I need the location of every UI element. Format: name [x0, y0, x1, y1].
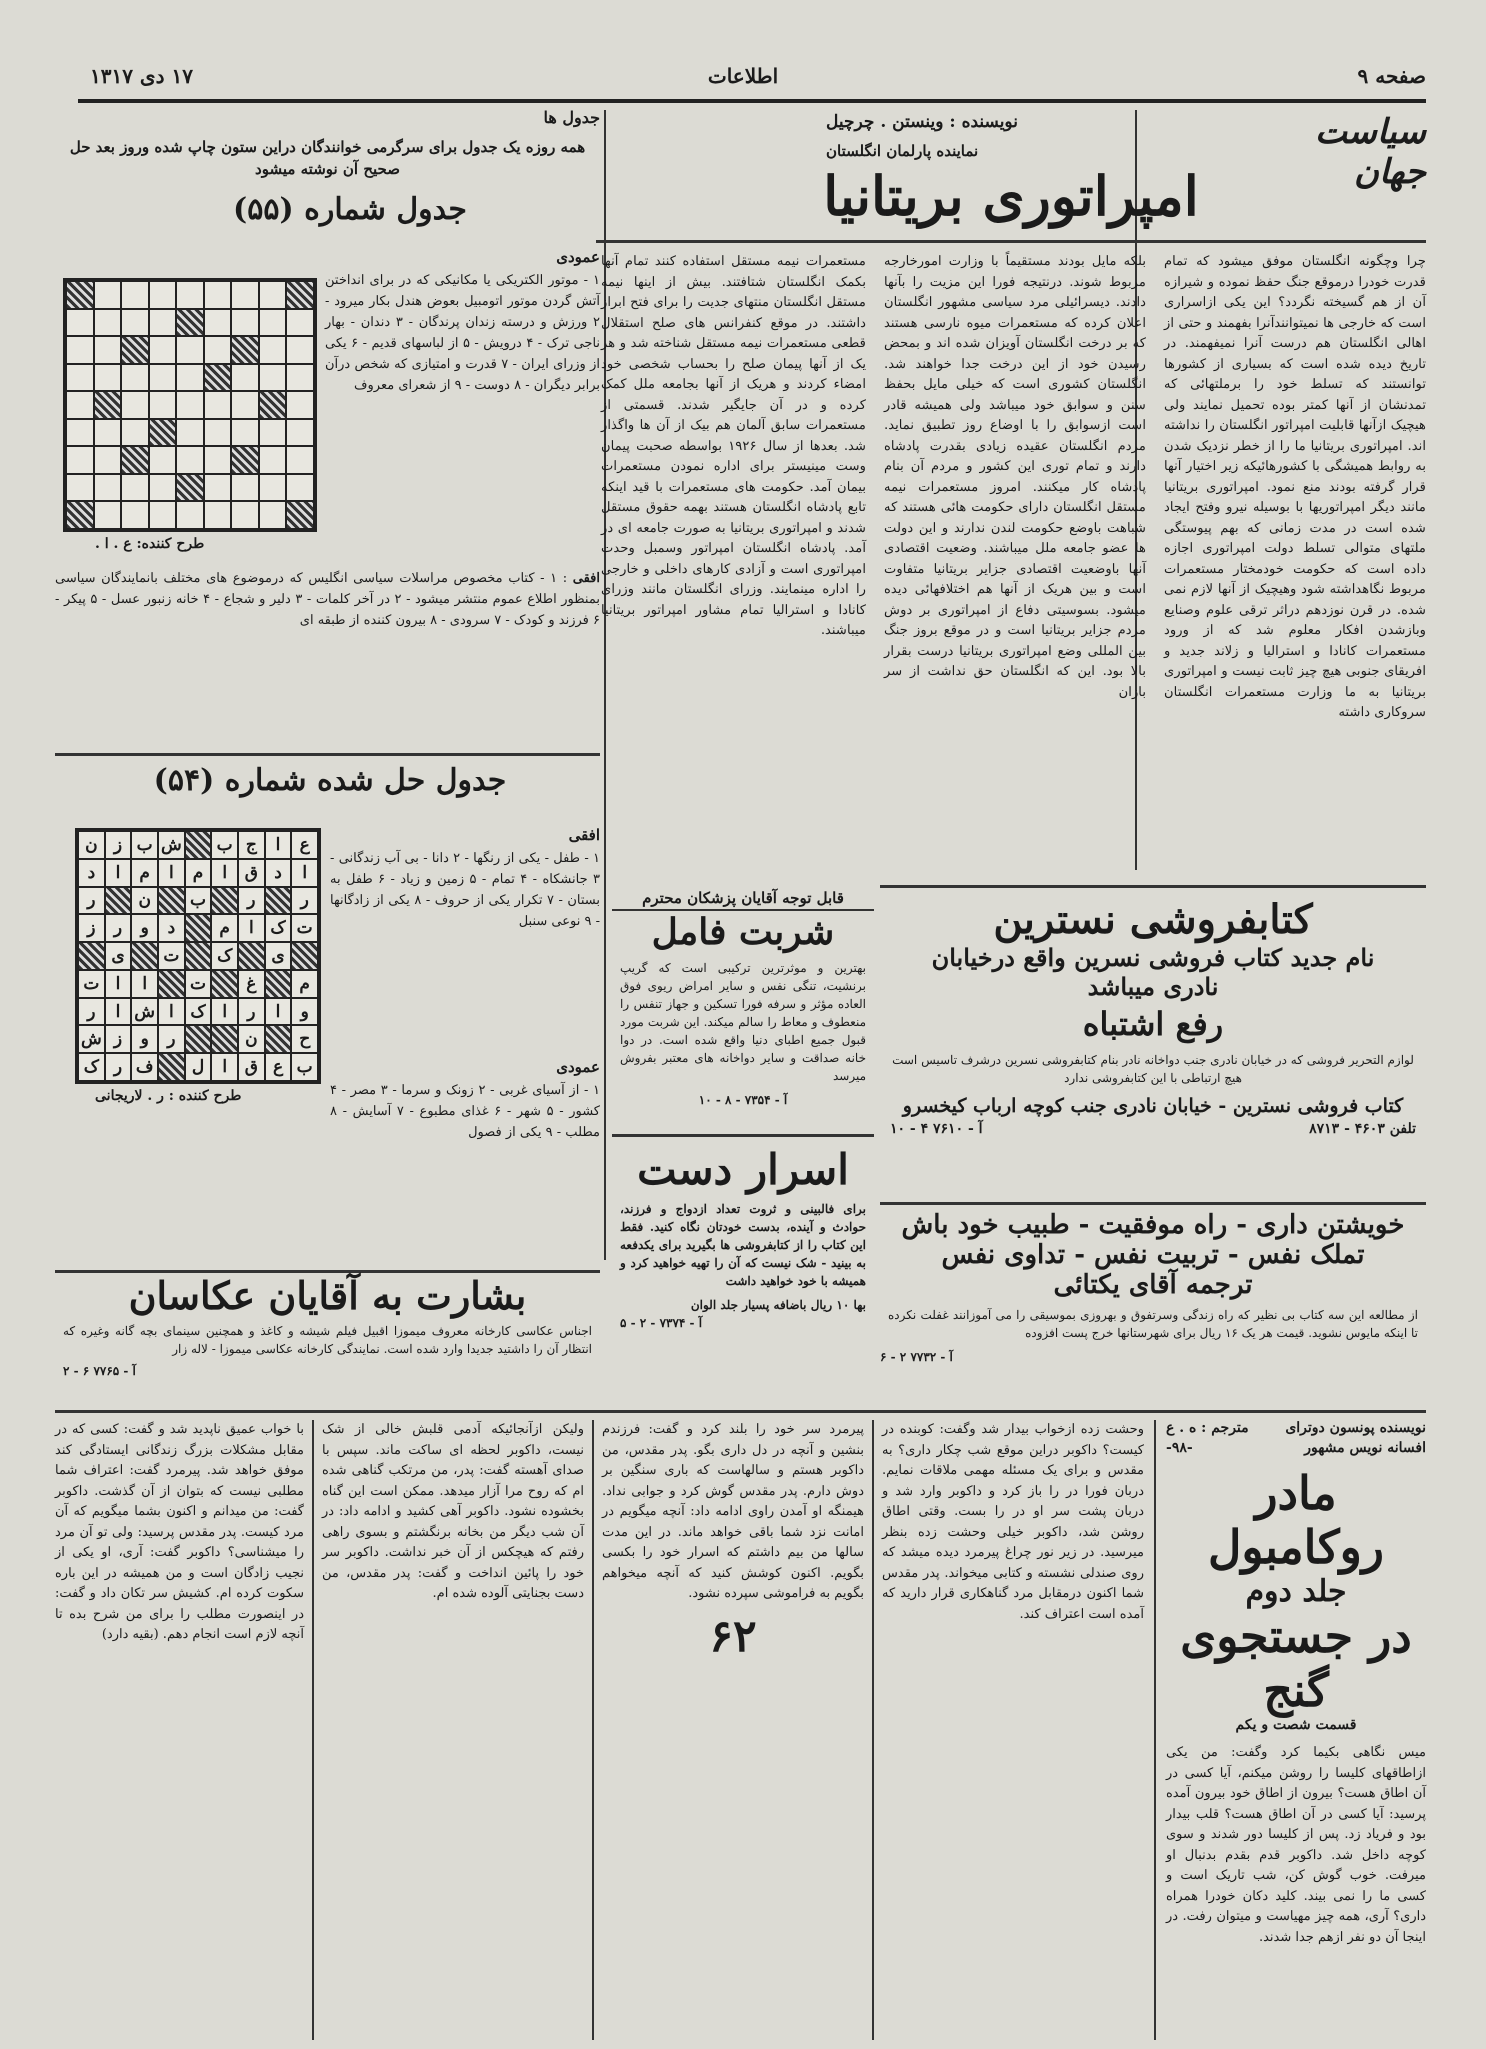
photo-ad [55, 1270, 600, 1405]
puzzle-cell [204, 364, 232, 392]
puzzle-cell[interactable] [176, 281, 204, 309]
puzzle-cell[interactable] [259, 309, 287, 337]
issue-date: ۱۷ دی ۱۳۱۷ [90, 64, 193, 88]
puzzle-cell[interactable] [149, 309, 177, 337]
puzzle-section-title: جدول ها [543, 108, 600, 127]
puzzle-cell[interactable] [259, 336, 287, 364]
solution-cell [265, 887, 292, 915]
solution-cell: ا [105, 970, 132, 998]
puzzle-cell[interactable] [176, 391, 204, 419]
newspaper-name: اطلاعات [707, 64, 779, 88]
novel-column: وحشت زده ازخواب بیدار شد وگفت: کوبنده در کیست؟ داکوبر دراین موقع شب چکار داری؟ به مقدس و برای یک مسئله مهمی ملاقات نمایم. دربان فورا در را باز کرد و داکوبر وارد شد و دربان پشت سر او در را بست. وقتی اطاق روشن شد، داکوبر خیلی وحشت زده بنظر میرسید. در زیر نور چراغ پیرمرد دیده میشد که روی صندلی نشسته و کتابی میخواند. پدر مقدس شما اکنون درمقابل مرد گناهکاری قرار دارید که آمده است اعتراف کند. [882, 1422, 1144, 1622]
puzzle54-down-title: عمودی [556, 1058, 600, 1076]
secrets-ad [612, 1145, 874, 1400]
puzzle-cell[interactable] [286, 474, 314, 502]
selfcare-title2: تملک نفس - تربیت نفس - تداوی نفس [941, 1240, 1365, 1270]
puzzle-cell[interactable] [121, 474, 149, 502]
puzzle-cell[interactable] [204, 281, 232, 309]
article-column: چرا وچگونه انگلستان موفق میشود که تمام قدرت خودرا درموقع جنگ حفظ نموده و شیرازه آن از هم گسیخته نگردد؟ این یکی ازاسراری است که خارجی ها نمیتوانندآنرا بفهمند و حتی از اهالی انگلستان هم درست آنرا نمیفهمند. در تاریخ دیده شده است که بسیاری از کشورها توانستند که تسلط خود را برملتهائی که تمدنشان از آنها کمتر بوده تحمیل نمایند ولی هیچیک ازآنها قابلیت امپراتور انگلستان را نداشته اند. امپراتوری بریتانیا ما را از خطر نزدیک شدن به روابط همیشگی با کشورهائیکه زیر اختیار آنها قرار گرفته بودند منع نمود. امپراتوری بریتانیا مانند دیگر امپراتوریها با بوسیله نیرو وفتح ایجاد شده است در مدت زمانی که بهم پیوستگی ملتهای متوالی تسلط دولت امپراتوری اجازه داده است که حکومت خودمختار مستعمرات مربوط نگاهداشته شود وهیچیک از آنها لازم نمی شده. در قرن نوزدهم دراثر ترقی علوم وصنایع وبازشدن افکار معلوم شد که از ورود مستعمرات کانادا و استرالیا و زلاند جدید و افریقای جنوبی هیچ چیز ثابت نیست و امپراتوری بریتانیا به ما وزارت مستعمرات انگلستان سروکاری داشته [1164, 254, 1426, 720]
solution-cell [185, 942, 212, 970]
puzzle-cell[interactable] [149, 281, 177, 309]
puzzle55-down-clues: ۱ - موتور الکتریکی یا مکانیکی که در برای انداختن آتش گردن موتور اتومبیل بعوض هندل بکار میرود - ۲ ورزش و درسته زندان پرندگان - ۳ دندان - بهار ناجی ترک - ۴ درویش - ۵ از لباسهای قدیم - ۶ یکی از وزرای ایران - ۷ قدرت و امتیازی که شخص درآن برابر دیگران - ۸ دوست - ۹ از شعرای معروف [325, 273, 601, 393]
puzzle-cell[interactable] [176, 446, 204, 474]
bookstore-body: لوازم التحریر فروشی که در خیابان نادری جنب دواخانه نادر بنام کتابفروشی نسرین درشرف تاسیس است هیچ ارتباطی با این کتابفروشی ندارد [892, 1053, 1414, 1085]
solution-cell [238, 942, 265, 970]
novel-header [1166, 1420, 1426, 2040]
solution-cell: ا [211, 859, 238, 887]
puzzle-cell[interactable] [94, 501, 122, 529]
solution-cell: ع [265, 1053, 292, 1081]
solution-cell: ش [158, 831, 185, 859]
puzzle-cell[interactable] [204, 309, 232, 337]
page-number: صفحه ۹ [1357, 64, 1426, 88]
puzzle-cell[interactable] [231, 391, 259, 419]
solution-cell: ع [291, 831, 318, 859]
solution-cell: ر [238, 998, 265, 1026]
puzzle-cell[interactable] [149, 391, 177, 419]
bookstore-ad [880, 885, 1426, 1205]
solution-cell: ا [105, 859, 132, 887]
puzzle-cell[interactable] [204, 446, 232, 474]
photo-code: آ - ۷۷۶۵ ۶ - ۲ [63, 1364, 136, 1378]
puzzle-cell[interactable] [149, 501, 177, 529]
puzzle-cell [176, 309, 204, 337]
selfcare-body: از مطالعه این سه کتاب بی نظیر که راه زندگی وسرتفوق و بهروزی بموسیقی را می آموزانند غفلت نکرده تا اینکه مایوس نشوید. قیمت هر یک ۱۶ ریال برای شهرستانها خرج پست افزوده [888, 1308, 1418, 1340]
solution-cell: ش [131, 998, 158, 1026]
puzzle-cell [259, 391, 287, 419]
selfcare-ad [880, 1210, 1426, 1405]
solution-cell [158, 1053, 185, 1081]
puzzle54-title: جدول حل شده شماره (۵۴) [153, 763, 507, 798]
solution-cell: ک [211, 942, 238, 970]
solution-cell: ر [78, 998, 105, 1026]
solution-cell [131, 942, 158, 970]
puzzle-cell[interactable] [259, 501, 287, 529]
puzzle-cell[interactable] [149, 474, 177, 502]
puzzle-cell[interactable] [66, 309, 94, 337]
puzzle-section [55, 108, 600, 1268]
puzzle-cell [66, 281, 94, 309]
secrets-code: آ - ۷۳۷۴ - ۲ - ۵ [620, 1316, 703, 1330]
puzzle-cell[interactable] [231, 501, 259, 529]
novel-series: افسانه نویس مشهور [1304, 1440, 1426, 1456]
puzzle-cell [231, 446, 259, 474]
solution-cell [158, 887, 185, 915]
solution-cell: ک [78, 1053, 105, 1081]
solution-cell: ت [158, 942, 185, 970]
puzzle-cell[interactable] [94, 309, 122, 337]
solution-cell: ش [78, 1025, 105, 1053]
solution-cell: ر [78, 887, 105, 915]
solution-cell: ا [238, 914, 265, 942]
puzzle-cell[interactable] [204, 474, 232, 502]
solution-cell: ر [158, 1025, 185, 1053]
puzzle55-title: جدول شماره (۵۵) [233, 192, 467, 227]
solution-cell [158, 970, 185, 998]
puzzle-cell[interactable] [231, 281, 259, 309]
puzzle-cell[interactable] [121, 309, 149, 337]
bookstore-line2: نادری میباشد [1087, 972, 1219, 1001]
solution-cell: ا [211, 1053, 238, 1081]
solution-cell: ا [291, 859, 318, 887]
section-heading: سیاست جهان [1315, 112, 1426, 192]
bookstore-phone: تلفن ۴۶۰۳ - ۸۷۱۳ [1309, 1121, 1416, 1137]
puzzle-cell [231, 336, 259, 364]
puzzle-cell[interactable] [204, 391, 232, 419]
novel-subtitle: در جستجوی گنج [1180, 1609, 1412, 1717]
selfcare-title1: خویشتن داری - راه موفقیت - طبیب خود باش [901, 1210, 1405, 1240]
solution-cell: ا [158, 859, 185, 887]
novel-title: مادر روکامبول [1207, 1466, 1385, 1574]
article-title: امپراتوری بریتانیا [823, 164, 1199, 228]
novel-column-wrap [602, 1420, 864, 1662]
puzzle-cell[interactable] [231, 309, 259, 337]
puzzle-cell[interactable] [204, 419, 232, 447]
puzzle-divider [55, 753, 600, 756]
puzzle-cell[interactable] [259, 364, 287, 392]
solution-cell: ی [265, 942, 292, 970]
puzzle-cell[interactable] [149, 364, 177, 392]
puzzle54-down-clues: ۱ - از آسیای غربی - ۲ زونک و سرما - ۳ مصر - ۴ کشور - ۵ شهر - ۶ غذای مطبوع - ۷ آسایش - ۸ مطلب - ۹ یکی از فصول [330, 1083, 601, 1140]
solution-cell: م [131, 859, 158, 887]
solution-cell: ز [105, 831, 132, 859]
solution-cell: ا [105, 998, 132, 1026]
column-divider [1154, 1420, 1156, 2040]
solution-cell: ا [265, 831, 292, 859]
solution-cell: ت [291, 914, 318, 942]
solution-cell [105, 887, 132, 915]
sherbet-title: شربت فامل [651, 911, 835, 953]
sherbet-body: بهترین و موثرترین ترکیبی است که گریپ برنشیت، تنگی نفس و سایر امراض ریوی فوق العاده مؤثر و سرفه فورا تسکین و جهاز تنفس را منعطوف و معاط را سالم میکند. این شربت مورد قبول جمیع اطبای دنیا واقع شده است. در دوا خانه صداقت و سایر دواخانه های معتبر بفروش میرسد [620, 961, 866, 1083]
header-rule [78, 99, 1426, 103]
solution-cell: ج [238, 831, 265, 859]
bookstore-address: کتاب فروشی نسترین - خیابان نادری جنب کوچه ارباب کیخسرو [902, 1095, 1404, 1117]
novel-volume: جلد دوم [1245, 1574, 1347, 1609]
puzzle-cell[interactable] [149, 446, 177, 474]
article-author-role: نماینده پارلمان انگلستان [826, 142, 979, 160]
sherbet-notice: قابل توجه آقایان پزشکان محترم [612, 887, 874, 911]
solution-cell [211, 1025, 238, 1053]
puzzle-cell [149, 419, 177, 447]
novel-translator: مترجم : ه . ع [1166, 1420, 1249, 1436]
puzzle55-down-title: عمودی [556, 248, 600, 266]
novel-column: با خواب عمیق ناپدید شد و گفت: کسی که در مقابل مشکلات بزرگ زندگانی ایستادگی کند موفق خواهد شد. پیرمرد گفت: اعتراف شما مطلبی نیست که بتوان از آن گذشت. داکوبر گفت: من میدانم و اکنون بشما میگویم که آن مرد کیست. پدر مقدس پرسید: ولی تو آن مرد را میشناسی؟ داکوبر گفت: آری، او یکی از نجیب زادگان است و من همیشه در این باره سکوت کرده ام. کشیش سر تکان داد و گفت: در اینصورت مطلب را برای من شرح بده تا آنچه لازم است انجام دهم. (بقیه دارد) [55, 1422, 304, 1642]
solution-cell: ن [78, 831, 105, 859]
puzzle-cell[interactable] [231, 474, 259, 502]
solution-cell: ک [185, 998, 212, 1026]
solution-cell: ب [131, 831, 158, 859]
puzzle55-across-clues: ۱ - کتاب مخصوص مراسلات سیاسی انگلیس که درموضوع های مختلف بانمایندگان سیاسی بمنظور اطلاع عموم منتشر میشود - ۲ در آخر کلمات - ۳ دلیر و شجاع - ۴ خانه زنبور عسل - ۵ پیکر - ۶ فرزند و کودک - ۷ سرودی - ۸ بیرون کننده از طبقه ای [55, 571, 600, 628]
puzzle-cell[interactable] [94, 364, 122, 392]
bookstore-code: آ - ۷۶۱۰ ۴ - ۱۰ [890, 1121, 983, 1137]
solution-cell: و [131, 1025, 158, 1053]
novel-column: میس نگاهی بکیما کرد وگفت: من یکی ازاطاقهای کلیسا را روشن میکنم، آیا کسی در آن اطاق هست؟ بیرون از اطاق خود بیرون آمده پرسید: آیا کسی در آن اطاق هست؟ قلب بیدار بود و فریاد زد. پس از کلیسا دور شدند و سوی کوچه داخل شد. داکوبر قدم بقدم بدنبال او میرفت. خوب گوش کن، شب تاریک است و کسی ما را نمی بیند. کلید دکان خودرا همراه داری؟ آری، همه چیز مهیاست و میتوان رفت. در اینجا آن دو نفر ازهم جدا شدند. [1166, 1745, 1426, 1945]
bookstore-subtitle: رفع اشتباه [1082, 1005, 1224, 1043]
puzzle-cell[interactable] [66, 446, 94, 474]
puzzle55-grid[interactable] [63, 278, 317, 532]
solution-cell: ف [131, 1053, 158, 1081]
puzzle54-across-clues: ۱ - طفل - یکی از رنگها - ۲ دانا - بی آب زندگانی - ۳ جانشکاه - ۴ تمام - ۵ زمین و زیاد - ۶ طفل به بستان - ۷ تکرار یکی از حروف - ۸ یکی از زادگانها - ۹ نوعی سنبل [330, 851, 601, 929]
sherbet-code: آ - ۷۳۵۴ - ۸ - ۱۰ [698, 1093, 788, 1107]
solution-cell [291, 942, 318, 970]
puzzle-cell [121, 336, 149, 364]
solution-cell: د [158, 914, 185, 942]
solution-cell: م [291, 970, 318, 998]
novel-author: نویسنده پونسون دوترای [1285, 1420, 1426, 1436]
puzzle-cell [66, 501, 94, 529]
puzzle-cell[interactable] [204, 501, 232, 529]
column-divider [312, 1420, 314, 2040]
puzzle-cell[interactable] [66, 364, 94, 392]
puzzle-cell[interactable] [121, 364, 149, 392]
solution-cell: ا [265, 998, 292, 1026]
puzzle-cell[interactable] [286, 336, 314, 364]
politics-article [596, 112, 1426, 882]
secrets-title: اسرار دست [637, 1145, 849, 1194]
selfcare-code: آ - ۷۷۳۲ ۲ - ۶ [880, 1350, 953, 1364]
puzzle-cell[interactable] [121, 281, 149, 309]
puzzle-cell[interactable] [286, 391, 314, 419]
puzzle-cell[interactable] [176, 419, 204, 447]
puzzle-cell[interactable] [66, 336, 94, 364]
solution-cell: ت [78, 970, 105, 998]
puzzle-cell[interactable] [286, 419, 314, 447]
puzzle-cell[interactable] [176, 336, 204, 364]
puzzle-cell[interactable] [286, 446, 314, 474]
puzzle-cell[interactable] [66, 391, 94, 419]
solution-cell: د [78, 859, 105, 887]
solution-cell: ل [185, 1053, 212, 1081]
puzzle54-designer: طرح کننده : ر . لاریجانی [95, 1088, 242, 1104]
solution-cell: ر [105, 1053, 132, 1081]
solution-cell [78, 942, 105, 970]
puzzle-cell[interactable] [94, 419, 122, 447]
puzzle-intro: همه روزه یک جدول برای سرگرمی خوانندگان دراین ستون چاپ شده وروز بعد حل صحیح آن نوشته میشود [69, 138, 586, 178]
photo-title: بشارت به آقایان عکاسان [128, 1273, 527, 1318]
puzzle-cell[interactable] [259, 474, 287, 502]
selfcare-title3: ترجمه آقای یکتائی [1053, 1270, 1253, 1300]
solution-cell: ک [265, 914, 292, 942]
puzzle-cell[interactable] [204, 336, 232, 364]
puzzle-cell [286, 281, 314, 309]
solution-cell: ت [185, 970, 212, 998]
puzzle-cell[interactable] [259, 419, 287, 447]
secrets-price: بها ۱۰ ریال باضافه پسیار جلد الوان [690, 1298, 866, 1312]
solution-cell: ب [211, 831, 238, 859]
solution-cell: ا [131, 970, 158, 998]
puzzle54-across-title: افقی [568, 826, 600, 844]
puzzle-cell[interactable] [286, 309, 314, 337]
solution-cell: ر [105, 914, 132, 942]
novel-column: ولیکن ازآنجائیکه آدمی قلبش خالی از شک نیست، داکوبر لحظه ای ساکت ماند. سپس با صدای آهسته گفت: پدر، من مرتکب گناهی شده ام که روح مرا آزار میدهد. ممکن است این گناه بخشوده نشود. داکوبر آهی کشید و ادامه داد: در آن شب دیگر من بخانه برنگشتم و بسوی راهی رفتم که هیچکس از آن خبر نداشت. داکوبر سر خود را پائین انداخت و گفت: پدر مقدس، من دست بجنایتی آلوده شده ام. [322, 1422, 584, 1601]
solution-cell [211, 887, 238, 915]
title-rule [596, 240, 1426, 243]
puzzle-cell[interactable] [66, 419, 94, 447]
bookstore-title: کتابفروشی نسترین [993, 896, 1313, 943]
novel-episode: -۹۸- [1166, 1440, 1193, 1456]
solution-cell: م [211, 914, 238, 942]
solution-cell: و [291, 998, 318, 1026]
puzzle-cell[interactable] [94, 446, 122, 474]
solution-cell [265, 1025, 292, 1053]
puzzle-cell[interactable] [259, 281, 287, 309]
sherbet-ad [612, 887, 874, 1137]
column-divider [872, 1420, 874, 2040]
solution-cell: ن [131, 887, 158, 915]
puzzle-cell[interactable] [259, 446, 287, 474]
novel-column: پیرمرد سر خود را بلند کرد و گفت: فرزندم بنشین و آنچه در دل داری بگو. پدر مقدس، من داکوبر هستم و سالهاست که باری سنگین بر دوش دارم. پدر مقدس گوش کرد و جوابی نداد. هیمنگه او آمدن راوی ادامه داد: آنچه میگویم در امانت نزد شما باقی خواهد ماند. در این مدت سالها من بیم داشتم که اسرار خود را بکسی بگویم. اکنون کوشش کنید که آنچه میخواهم بگویم به فراموشی سپرده نشود. [602, 1422, 864, 1601]
solution-cell: م [185, 859, 212, 887]
puzzle-cell [286, 501, 314, 529]
solution-cell [211, 970, 238, 998]
solution-cell: ا [158, 998, 185, 1026]
secrets-body: برای فالبینی و ثروت تعداد ازدواج و فرزند، حوادث و آینده، بدست خودتان نگاه کنید. فقط این کتاب را از کتابفروشی ها بگیرید برای یکدفعه به بینید - شک نیست که آن را تهیه خواهید کرد و همیشه با خود خواهید داشت [620, 1202, 866, 1288]
puzzle-cell [121, 446, 149, 474]
solution-cell: ح [291, 1025, 318, 1053]
puzzle-cell[interactable] [94, 336, 122, 364]
column-divider [592, 1420, 594, 2040]
solution-cell: د [265, 859, 292, 887]
bookstore-line1: نام جدید کتاب فروشی نسرین واقع درخیابان [931, 943, 1375, 972]
puzzle-cell[interactable] [286, 364, 314, 392]
puzzle-cell[interactable] [66, 474, 94, 502]
puzzle-cell[interactable] [176, 364, 204, 392]
puzzle-cell[interactable] [121, 391, 149, 419]
puzzle-cell [94, 391, 122, 419]
puzzle-cell[interactable] [176, 501, 204, 529]
puzzle55-across-title: افقی [572, 571, 600, 586]
solution-cell: ب [291, 1053, 318, 1081]
solution-cell: ز [78, 914, 105, 942]
solution-cell: ر [238, 887, 265, 915]
solution-cell: ی [105, 942, 132, 970]
puzzle-cell[interactable] [121, 501, 149, 529]
novel-section [55, 1420, 1426, 2040]
article-column: بلکه مایل بودند مستقیماً با وزارت امورخارجه مربوط شوند. درنتیجه فورا این مزیت را بآنها دادند. دیسرائیلی مرد سیاسی مشهور انگلستان اعلان کرده که مستعمرات میوه نارسی هستند که بر درخت انگلستان آویزان شده اند و بمحض رسیدن خود از این درخت جدا خواهند شد. انگلستان کشوری است که خیلی مایل بحفظ سنن و سوابق خود میباشد ولی همیشه قادر است ازسوابق را با اوضاع روز تطبیق نماید. مردم انگلستان عقیده زیادی بقدرت پادشاه دارند و تمام توری این کشور و مردم آن بنام پادشاه کار میکنند. امروز مستعمرات نیمه مستقل انگلستان دارای حکومت هائی هستند که شباهت باوضع حکومت لندن ندارند و این دولت ها عضو جامعه ملل میباشند. وضعیت اقتصادی آنها باوضعیت اقتصادی جزایر بریتانیا متفاوت است و بین هریک از آنها هم اختلافهائی دیده میشود. بسوسیتی دفاع از امپراتوری بر دوش مردم جزایر بریتانیا است و در موقع بروز جنگ بین المللی وضع امپراتوری بریتانیا درست بقرار بالا بود. این که انگلستان حق نداشت از سر بازان [884, 254, 1146, 700]
solution-cell: غ [238, 970, 265, 998]
solution-cell [185, 831, 212, 859]
novel-chapter: ۶۲ [709, 1610, 757, 1662]
solution-cell: ر [291, 887, 318, 915]
article-column: مستعمرات نیمه مستقل استفاده کنند تمام آنها بکمک انگلستان شتافتند. بیش از اینها نیمه مستقل انگلستان منتهای جدیت را برای فتح ابراز داشتند. در موقع کنفرانس های صلح استقلال قطعی مستعمرات نیمه مستقل شناخته شد و هر یک از آنها پیمان صلح را بحساب شخصی خود امضاء کردند و هریک از آنها بجامعه ملل کمک کرده و در آن جایگیر شدند. قسمتی از مستعمرات سابق آلمان هم بیک از آن ها واگذار شد. بعدها از سال ۱۹۲۶ بواسطه صحبت پیمان وست مینیستر برای اداره نمودن مستعمرات بیمان آمد. حکومت های مستعمرات با قید اینکه تابع پادشاه انگلستان هستند بهمه حقوق مستقل شدند و امپراتوری بریتانیا به صورت جامعه ای در آمد. پادشاه انگلستان امپراتور وسمبل وحدت امپراتوری است و آزادی کارهای داخلی و خارجی را اداره مینمایند. وزرای انگلستان مانند وزرای کانادا و استرالیا تمام مشاور امپراتور بریتانیا میباشند. [601, 254, 866, 638]
puzzle55-across: افقی : ۱ - کتاب مخصوص مراسلات سیاسی انگلیس که درموضوع های مختلف بانمایندگان سیاسی بمنظور اطلاع عموم منتشر میشود - ۲ در آخر کلمات - ۳ دلیر و شجاع - ۴ خانه زنبور عسل - ۵ پیکر - ۶ فرزند و کودک - ۷ سرودی - ۸ بیرون کننده از طبقه ای [55, 571, 600, 628]
solution-cell [185, 914, 212, 942]
solution-cell: ب [185, 887, 212, 915]
article-author: نویسنده : وینستن . چرچیل [826, 112, 1018, 132]
puzzle-cell [176, 474, 204, 502]
solution-cell: ن [238, 1025, 265, 1053]
solution-cell: ق [238, 859, 265, 887]
section-divider [55, 1410, 1426, 1413]
puzzle-cell[interactable] [94, 281, 122, 309]
puzzle-cell[interactable] [94, 474, 122, 502]
puzzle-cell[interactable] [231, 364, 259, 392]
puzzle-cell[interactable] [149, 336, 177, 364]
solution-cell: و [131, 914, 158, 942]
solution-cell [185, 1025, 212, 1053]
puzzle54-grid [75, 828, 321, 1084]
solution-cell: ا [211, 998, 238, 1026]
solution-cell: ق [238, 1053, 265, 1081]
novel-part: قسمت شصت و یکم [1235, 1717, 1357, 1733]
solution-cell: ز [105, 1025, 132, 1053]
puzzle-cell[interactable] [231, 419, 259, 447]
photo-body: اجناس عکاسی کارخانه معروف میموزا اقبیل فیلم شیشه و کاغذ و همچنین سینمای بچه گانه وغیره که انتظار آن را داشتید جدیدا وارد شده است. نمایندگی کارخانه عکاسی میموزا - لاله زار [63, 1324, 592, 1356]
solution-cell [265, 970, 292, 998]
puzzle55-designer: طرح کننده: ع . ا . [95, 536, 205, 552]
puzzle-cell[interactable] [121, 419, 149, 447]
